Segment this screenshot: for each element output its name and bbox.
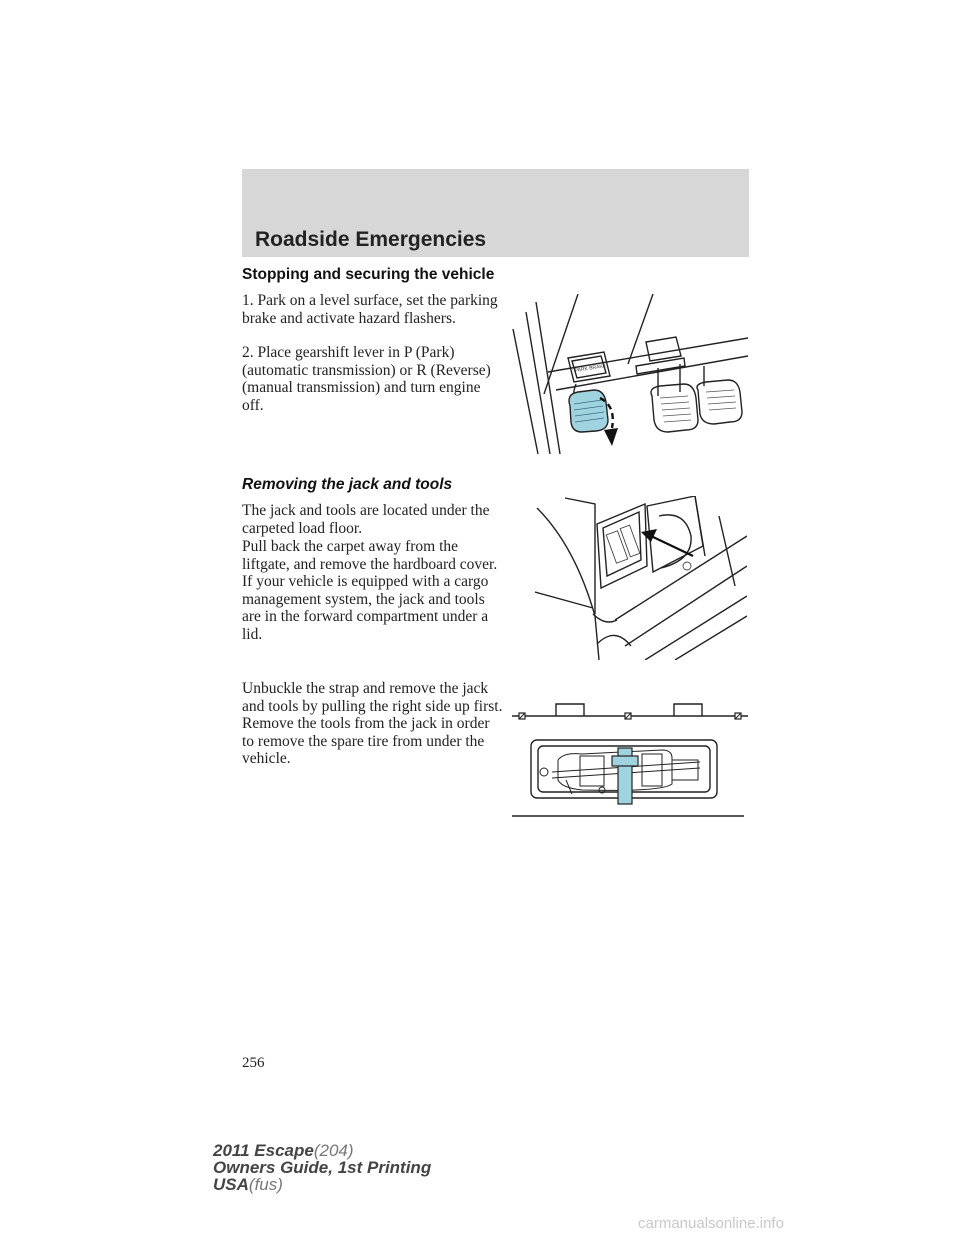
section-heading-removing: Removing the jack and tools xyxy=(242,476,453,493)
tool-location-arrow xyxy=(641,529,657,542)
footer-market-code: (fus) xyxy=(248,1175,283,1194)
jack-and-tools-illustration xyxy=(512,700,748,820)
footer-model-code: (204) xyxy=(313,1141,354,1160)
paragraph-unbuckle: Unbuckle the strap and remove the jack and tools by pulling the right side up first. Remove the tools from the jack in order to remove the spare tire from under the vehicle. xyxy=(242,680,503,768)
page-title: Roadside Emergencies xyxy=(255,228,487,251)
parking-brake-pedal-illustration xyxy=(508,294,748,456)
paragraph-gearshift: 2. Place gearshift lever in P (Park) (automatic transmission) or R (Reverse) (manual transmission) and turn engine off. xyxy=(242,344,491,414)
footer xyxy=(213,1142,431,1193)
cargo-floor-illustration xyxy=(535,496,747,660)
paragraph-park: 1. Park on a level surface, set the parking brake and activate hazard flashers. xyxy=(242,292,498,327)
footer-model: 2011 Escape xyxy=(213,1141,314,1160)
paragraph-pull-carpet: Pull back the carpet away from the liftgate, and remove the hardboard cover. If your vehicle is equipped with a cargo management system, the jack and tools are in the forward compartment under a lid. xyxy=(242,538,498,643)
pedal-direction-arrow xyxy=(604,428,618,446)
parking-brake-pedal xyxy=(569,390,608,432)
footer-market: USA xyxy=(213,1175,249,1194)
watermark[interactable]: carmanualsonline.info xyxy=(638,1215,784,1232)
strap-buckle xyxy=(612,756,638,766)
section-heading-stopping: Stopping and securing the vehicle xyxy=(242,266,495,283)
park-brake-label: PARK BRAKE xyxy=(574,363,607,374)
page-number: 256 xyxy=(242,1055,265,1071)
footer-guide: Owners Guide, 1st Printing xyxy=(213,1158,432,1177)
paragraph-location: The jack and tools are located under the carpeted load floor. xyxy=(242,502,490,537)
